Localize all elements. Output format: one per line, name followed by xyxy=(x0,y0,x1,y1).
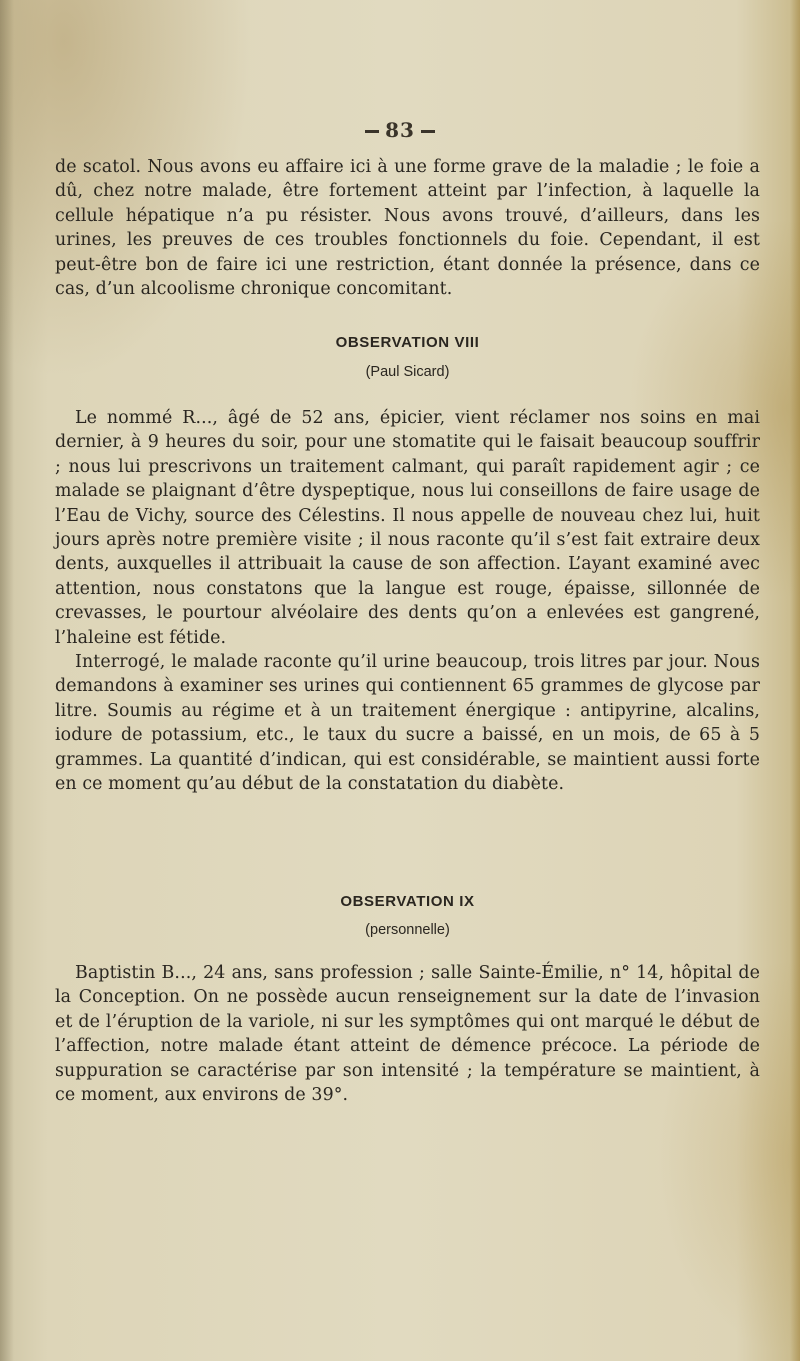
observation-9-title: OBSERVATION IX xyxy=(340,893,475,910)
observation-8-paragraph-2: Interrogé, le malade raconte qu’il urine beaucoup, trois litres par jour. Nous demandons à examiner ses urines qui contiennent 65 grammes de glycose par litre. Soumis au régime et à un traitement énergique : antipyrine, alcalins, iodure de potassium, etc., le taux du sucre a baissé, en un mois, de 65 à 5 grammes. La quantité d’indican, qui est considérable, se maintient aussi forte en ce moment qu’au début de la constatation du diabète. xyxy=(55,652,760,795)
observation-9-subtitle: (personnelle) xyxy=(365,922,450,938)
observation-8-title: OBSERVATION VIII xyxy=(335,334,480,351)
page-edge-stain xyxy=(790,0,800,1361)
observation-9-body xyxy=(55,961,760,1107)
intro-paragraph: de scatol. Nous avons eu affaire ici à une forme grave de la maladie ; le foie a dû, chez notre malade, être fortement atteint par l’infection, à laquelle la cellule hépatique n’a pu résister. Nous avons trouvé, d’ailleurs, dans les urines, les preuves de ces troubles fonctionnels du foie. Cependant, il est peut-être bon de faire ici une restriction, étant donnée la présence, dans ce cas, d’un alcoolisme chronique concomitant. xyxy=(55,157,760,300)
intro-paragraph-block xyxy=(55,155,760,301)
page-number-right-dash xyxy=(421,130,435,133)
page-number-value: 83 xyxy=(385,118,415,142)
observation-8-paragraph-1: Le nommé R..., âgé de 52 ans, épicier, vient réclamer nos soins en mai dernier, à 9 heures du soir, pour une stomatite qui le faisait beaucoup souffrir ; nous lui prescrivons un traitement calmant, qui paraît rapidement agir ; ce malade se plaignant d’être dyspeptique, nous lui conseillons de faire usage de l’Eau de Vichy, source des Célestins. Il nous appelle de nouveau chez lui, huit jours après notre première visite ; il nous raconte qu’il s’est fait extraire deux dents, auxquelles il attribuait la cause de son affection. L’ayant examiné avec attention, nous constatons que la langue est rouge, épaisse, sillonnée de crevasses, le pourtour alvéolaire des dents qu’on a enlevées est gangrené, l’haleine est fétide. xyxy=(55,408,760,648)
page-number xyxy=(290,118,510,142)
observation-9-paragraph-1: Baptistin B..., 24 ans, sans profession ; salle Sainte-Émilie, n° 14, hôpital de la Conception. On ne possède aucun renseignement sur la date de l’invasion et de l’éruption de la variole, ni sur les symptômes qui ont marqué le début de l’affection, notre malade étant atteint de démence précoce. La période de suppuration se caractérise par son intensité ; la température se maintient, à ce moment, aux environs de 39°. xyxy=(55,963,760,1106)
page-gutter-shadow xyxy=(0,0,14,1361)
observation-8-body xyxy=(55,406,760,797)
page-number-left-dash xyxy=(365,130,379,133)
observation-8-subtitle: (Paul Sicard) xyxy=(365,364,450,380)
